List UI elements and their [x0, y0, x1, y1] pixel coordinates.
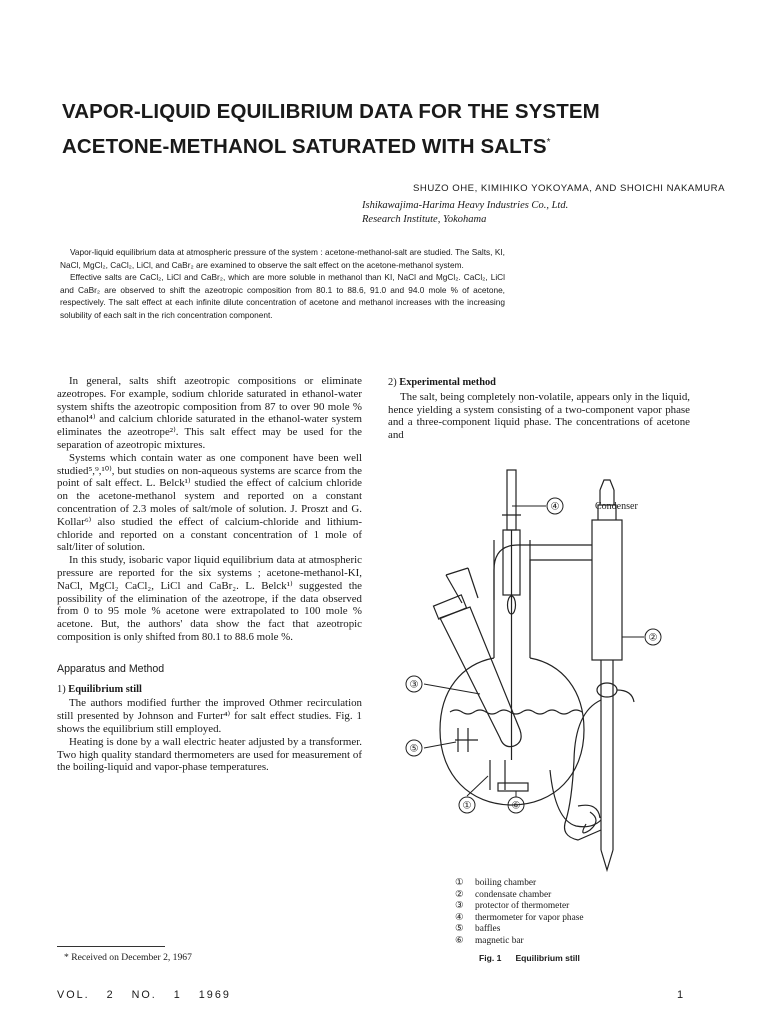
- thermometer-top: [507, 470, 516, 530]
- callout-3: ③: [409, 679, 419, 691]
- footnote: * Received on December 2, 1967: [64, 952, 192, 963]
- section-heading: Apparatus and Method: [57, 662, 165, 675]
- thermometer-protector: [440, 607, 521, 747]
- body-paragraph: Systems which contain water as one component have been well studied⁵,⁹,¹⁰⁾, but studies on non-aqueous systems are scarce from the point of salt effect. L. Belck¹⁾ studied the effect of calcium chloride on the acetone-methanol system and reported on a constant concentration of 2.3 moles of salt/mole of solution. J. Proszt and G. Kollar⁶⁾ also studied the effect of calcium-chloride and lithium-chloride and reported on a constant concentration of 1 mole of salt/liter of solution.: [57, 451, 362, 554]
- legend-item: ⑤ baffles: [455, 924, 501, 935]
- legend-item: ③ protector of thermometer: [455, 901, 570, 912]
- legend-item: ① boiling chamber: [455, 878, 537, 888]
- magnetic-bar: [498, 783, 528, 791]
- subsection-heading-1: 1) Equilibrium still: [57, 683, 142, 695]
- callout-5: ⑤: [409, 743, 419, 755]
- body-paragraph: In this study, isobaric vapor liquid equilibrium data at atmospheric pressure are reported for the six systems ; acetone-methanol-KI, NaCl, MgCl₂ CaCl₂, LiCl and CaBr₂. L. Belck¹⁾ suggested the possibility of the elimination of the azeotrope, if the data observed from 0 to 95 mole % acetone were extrapolated to 100 mole % acetone. But, the authors' data show the fact that azeotropic composition is only shifted from 80.1 to 88.6 mole %.: [57, 554, 362, 643]
- liquid-level: [450, 710, 582, 714]
- title-line-1: VAPOR-LIQUID EQUILIBRIUM DATA FOR THE SYSTEM: [62, 100, 600, 123]
- title-line-2: ACETONE-METHANOL SATURATED WITH SALTS*: [62, 134, 551, 158]
- affiliation-line-1: Ishikawajima-Harima Heavy Industries Co., Ltd.: [362, 200, 569, 211]
- body-paragraph: The authors modified further the improved Othmer recirculation still presented by Johnson and Furter⁴⁾ for salt effect studies. Fig. 1 shows the equilibrium still employed.: [57, 697, 362, 735]
- footnote-rule: [57, 946, 165, 947]
- callout-6: ⑥: [511, 800, 521, 812]
- abstract-paragraph-1: Vapor-liquid equilibrium data at atmospheric pressure of the system : acetone-methanol-salt are studied. The Salts, KI, NaCl, MgCl₂, CaCl₂, LiCl, and CaBr₂ are examined to observe the salt effect on the acetone-methanol system.: [60, 247, 505, 270]
- condenser-body: [592, 520, 622, 660]
- body-paragraph: Heating is done by a wall electric heater adjusted by a transformer. Two high quality standard thermometers are used for measurement of the boiling-liquid and vapor-phase temperatures.: [57, 735, 362, 774]
- abstract-paragraph-2: Effective salts are CaCl₂, LiCl and CaBr₂, which are more soluble in methanol than KI, NaCl and MgCl₂. CaCl₂, LiCl and CaBr₂ are observed to shift the azeotropic composition from 80.1 to 88.6, 91.0 and 94.0 mole % of acetone, respectively. The salt effect at each infinite dilute concentration of acetone and methanol increases with the increasing solubility of each salt in the rich concentration component.: [60, 272, 505, 320]
- body-paragraph: The salt, being completely non-volatile, appears only in the liquid, hence yielding a system consisting of a two-component vapor phase and a three-component liquid phase. The concentrations of acetone and: [388, 390, 690, 442]
- journal-footer: VOL. 2 NO. 1 1969: [57, 989, 231, 1001]
- page-number: 1: [677, 989, 684, 1001]
- legend-item: ② condensate chamber: [455, 889, 552, 900]
- callout-1: ①: [462, 800, 472, 812]
- title-footnote-mark: *: [546, 137, 551, 148]
- subsection-heading-2: 2) Experimental method: [388, 377, 496, 388]
- legend-item: ④ thermometer for vapor phase: [455, 912, 584, 923]
- legend-item: ⑥ magnetic bar: [455, 935, 524, 946]
- figure-legend: [455, 878, 584, 948]
- author-list: SHUZO OHE, KIMIHIKO YOKOYAMA, AND SHOICHI NAKAMURA: [413, 183, 725, 194]
- callout-2: ②: [648, 632, 658, 644]
- callout-4: ④: [550, 501, 560, 513]
- affiliation-line-2: Research Institute, Yokohama: [362, 213, 487, 225]
- vapor-side-arm: [530, 560, 592, 600]
- condenser-label: Condenser: [595, 501, 638, 512]
- body-paragraph: In general, salts shift azeotropic compositions or eliminate azeotropes. For example, sodium chloride saturated in ethanol-water system shifts the azeotropic composition from 87 to over 90 mole % ethanol⁴⁾ and calcium chloride saturated in the ethanol-water system eliminates the azeotrope²⁾. This salt effect may be used for the separation of azeotropic mixtures.: [57, 375, 362, 451]
- figure-caption: Fig. 1 Equilibrium still: [479, 953, 580, 963]
